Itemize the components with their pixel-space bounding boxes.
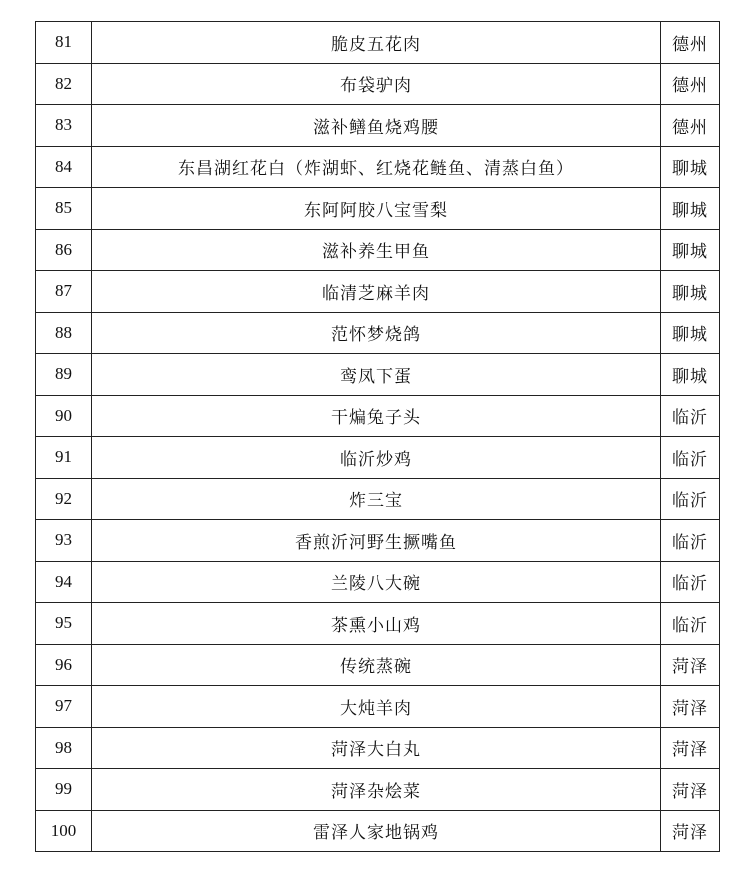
city-name: 临沂 <box>661 520 720 562</box>
row-number: 95 <box>36 603 92 645</box>
dish-name: 干煸兔子头 <box>92 395 661 437</box>
table-row <box>36 229 720 271</box>
city-name: 临沂 <box>661 437 720 479</box>
table-row <box>36 686 720 728</box>
city-name: 聊城 <box>661 271 720 313</box>
row-number: 99 <box>36 769 92 811</box>
row-number: 81 <box>36 22 92 64</box>
table-row <box>36 146 720 188</box>
row-number: 92 <box>36 478 92 520</box>
row-number: 100 <box>36 810 92 852</box>
city-name: 聊城 <box>661 312 720 354</box>
city-name: 聊城 <box>661 146 720 188</box>
dish-name: 传统蒸碗 <box>92 644 661 686</box>
table-row <box>36 561 720 603</box>
table-row <box>36 727 720 769</box>
table-row <box>36 520 720 562</box>
table-row <box>36 188 720 230</box>
row-number: 91 <box>36 437 92 479</box>
city-name: 菏泽 <box>661 810 720 852</box>
table-row <box>36 437 720 479</box>
row-number: 87 <box>36 271 92 313</box>
city-name: 聊城 <box>661 188 720 230</box>
city-name: 菏泽 <box>661 769 720 811</box>
row-number: 82 <box>36 63 92 105</box>
row-number: 83 <box>36 105 92 147</box>
dish-name: 临沂炒鸡 <box>92 437 661 479</box>
dish-name: 雷泽人家地锅鸡 <box>92 810 661 852</box>
row-number: 96 <box>36 644 92 686</box>
row-number: 94 <box>36 561 92 603</box>
table-row <box>36 271 720 313</box>
table-row <box>36 22 720 64</box>
dish-name: 菏泽大白丸 <box>92 727 661 769</box>
city-name: 临沂 <box>661 478 720 520</box>
table-row <box>36 395 720 437</box>
row-number: 85 <box>36 188 92 230</box>
dish-name: 脆皮五花肉 <box>92 22 661 64</box>
table-row <box>36 644 720 686</box>
dish-name: 鸾凤下蛋 <box>92 354 661 396</box>
city-name: 德州 <box>661 63 720 105</box>
row-number: 84 <box>36 146 92 188</box>
row-number: 89 <box>36 354 92 396</box>
city-name: 德州 <box>661 105 720 147</box>
city-name: 临沂 <box>661 603 720 645</box>
city-name: 菏泽 <box>661 727 720 769</box>
dish-name: 滋补鳝鱼烧鸡腰 <box>92 105 661 147</box>
dish-name: 东阿阿胶八宝雪梨 <box>92 188 661 230</box>
dish-name: 布袋驴肉 <box>92 63 661 105</box>
dish-name: 滋补养生甲鱼 <box>92 229 661 271</box>
dish-table <box>35 21 720 852</box>
table-row <box>36 312 720 354</box>
row-number: 88 <box>36 312 92 354</box>
dish-name: 菏泽杂烩菜 <box>92 769 661 811</box>
dish-name: 范怀梦烧鸽 <box>92 312 661 354</box>
city-name: 德州 <box>661 22 720 64</box>
dish-name: 茶熏小山鸡 <box>92 603 661 645</box>
dish-name: 东昌湖红花白（炸湖虾、红烧花鲢鱼、清蒸白鱼） <box>92 146 661 188</box>
city-name: 聊城 <box>661 229 720 271</box>
table-row <box>36 810 720 852</box>
city-name: 临沂 <box>661 395 720 437</box>
row-number: 98 <box>36 727 92 769</box>
city-name: 聊城 <box>661 354 720 396</box>
table-row <box>36 478 720 520</box>
row-number: 90 <box>36 395 92 437</box>
dish-name: 炸三宝 <box>92 478 661 520</box>
table-row <box>36 105 720 147</box>
row-number: 93 <box>36 520 92 562</box>
row-number: 86 <box>36 229 92 271</box>
city-name: 菏泽 <box>661 644 720 686</box>
dish-name: 香煎沂河野生撅嘴鱼 <box>92 520 661 562</box>
table-row <box>36 769 720 811</box>
dish-name: 大炖羊肉 <box>92 686 661 728</box>
city-name: 临沂 <box>661 561 720 603</box>
dish-name: 临清芝麻羊肉 <box>92 271 661 313</box>
city-name: 菏泽 <box>661 686 720 728</box>
table-row <box>36 354 720 396</box>
row-number: 97 <box>36 686 92 728</box>
dish-name: 兰陵八大碗 <box>92 561 661 603</box>
table-row <box>36 63 720 105</box>
table-row <box>36 603 720 645</box>
